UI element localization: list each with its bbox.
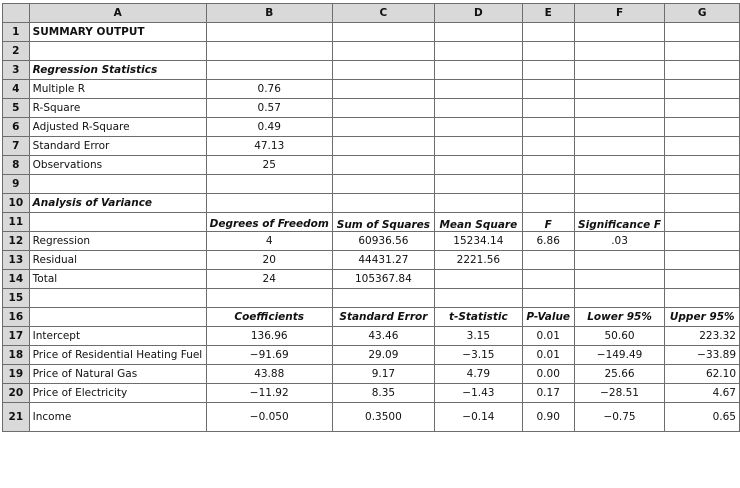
cell[interactable] [665, 270, 740, 289]
cell[interactable]: Analysis of Variance [29, 194, 206, 213]
cell[interactable] [434, 156, 522, 175]
cell[interactable]: 0.3500 [332, 403, 434, 432]
cell[interactable] [29, 308, 206, 327]
column-header-e[interactable]: E [522, 4, 574, 23]
cell[interactable]: −28.51 [574, 384, 665, 403]
cell[interactable]: 0.90 [522, 403, 574, 432]
cell[interactable]: 9.17 [332, 365, 434, 384]
row-header[interactable]: 18 [3, 346, 30, 365]
cell[interactable] [332, 61, 434, 80]
cell[interactable]: 25.66 [574, 365, 665, 384]
cell[interactable]: 20 [206, 251, 332, 270]
cell[interactable]: 50.60 [574, 327, 665, 346]
cell[interactable] [434, 194, 522, 213]
column-header-g[interactable]: G [665, 4, 740, 23]
sheet-row [3, 403, 740, 432]
cell[interactable] [574, 251, 665, 270]
cell[interactable]: Residual [29, 251, 206, 270]
row-header[interactable]: 4 [3, 80, 30, 99]
cell[interactable] [332, 289, 434, 308]
cell[interactable] [29, 289, 206, 308]
cell[interactable] [29, 42, 206, 61]
sheet-row [3, 308, 740, 327]
cell[interactable]: −0.050 [206, 403, 332, 432]
cell[interactable] [665, 232, 740, 251]
cell[interactable]: 25 [206, 156, 332, 175]
cell[interactable]: 136.96 [206, 327, 332, 346]
sheet-row [3, 99, 740, 118]
sheet-row [3, 384, 740, 403]
cell[interactable]: 0.76 [206, 80, 332, 99]
cell[interactable]: 2221.56 [434, 251, 522, 270]
cell[interactable] [332, 42, 434, 61]
cell[interactable] [206, 42, 332, 61]
cell[interactable] [434, 175, 522, 194]
cell[interactable] [665, 251, 740, 270]
cell[interactable] [332, 156, 434, 175]
cell[interactable]: 24 [206, 270, 332, 289]
sheet-row [3, 23, 740, 42]
sheet-row [3, 80, 740, 99]
cell[interactable] [522, 270, 574, 289]
cell[interactable] [522, 80, 574, 99]
row-header[interactable]: 6 [3, 118, 30, 137]
cell[interactable] [434, 80, 522, 99]
cell[interactable]: Coefficients [206, 308, 332, 327]
select-all-corner[interactable] [3, 4, 30, 23]
sheet-row [3, 194, 740, 213]
cell[interactable]: −91.69 [206, 346, 332, 365]
cell[interactable]: F [522, 213, 574, 232]
cell[interactable]: Upper 95% [665, 308, 740, 327]
cell[interactable]: −33.89 [665, 346, 740, 365]
cell[interactable] [29, 213, 206, 232]
cell[interactable] [29, 175, 206, 194]
sheet-row [3, 327, 740, 346]
cell[interactable]: −0.14 [434, 403, 522, 432]
column-header-d[interactable]: D [434, 4, 522, 23]
cell[interactable]: Intercept [29, 327, 206, 346]
row-header[interactable]: 10 [3, 194, 30, 213]
row-header[interactable]: 9 [3, 175, 30, 194]
cell[interactable] [522, 118, 574, 137]
cell[interactable] [434, 137, 522, 156]
cell[interactable]: 4.79 [434, 365, 522, 384]
cell[interactable] [665, 118, 740, 137]
cell[interactable] [574, 42, 665, 61]
cell[interactable] [332, 80, 434, 99]
cell[interactable] [665, 42, 740, 61]
row-header[interactable]: 1 [3, 23, 30, 42]
cell[interactable]: Degrees of Freedom [206, 213, 332, 232]
cell[interactable] [522, 42, 574, 61]
cell[interactable]: Significance F [574, 213, 665, 232]
row-header[interactable]: 11 [3, 213, 30, 232]
cell[interactable]: Total [29, 270, 206, 289]
row-header[interactable]: 20 [3, 384, 30, 403]
cell[interactable]: 0.17 [522, 384, 574, 403]
cell[interactable]: Multiple R [29, 80, 206, 99]
cell[interactable] [665, 61, 740, 80]
cell[interactable]: 0.49 [206, 118, 332, 137]
row-header[interactable]: 14 [3, 270, 30, 289]
cell[interactable] [522, 137, 574, 156]
cell[interactable]: −11.92 [206, 384, 332, 403]
column-header-a[interactable]: A [29, 4, 206, 23]
row-header[interactable]: 2 [3, 42, 30, 61]
row-header[interactable]: 7 [3, 137, 30, 156]
cell[interactable]: Price of Residential Heating Fuel [29, 346, 206, 365]
cell[interactable] [574, 175, 665, 194]
row-header[interactable]: 16 [3, 308, 30, 327]
cell[interactable]: Lower 95% [574, 308, 665, 327]
regression-output-sheet [2, 3, 740, 432]
cell[interactable] [522, 289, 574, 308]
cell[interactable]: 60936.56 [332, 232, 434, 251]
cell[interactable]: −1.43 [434, 384, 522, 403]
sheet-row [3, 346, 740, 365]
cell[interactable] [665, 156, 740, 175]
row-header[interactable]: 13 [3, 251, 30, 270]
cell[interactable] [522, 23, 574, 42]
cell[interactable] [665, 23, 740, 42]
cell[interactable]: SUMMARY OUTPUT [29, 23, 206, 42]
cell[interactable]: Standard Error [332, 308, 434, 327]
sheet-row [3, 175, 740, 194]
cell[interactable] [332, 99, 434, 118]
cell[interactable] [434, 118, 522, 137]
cell[interactable] [665, 80, 740, 99]
cell[interactable] [332, 175, 434, 194]
sheet-row [3, 251, 740, 270]
cell[interactable] [434, 42, 522, 61]
cell[interactable]: t-Statistic [434, 308, 522, 327]
row-header[interactable]: 8 [3, 156, 30, 175]
cell[interactable] [434, 289, 522, 308]
cell[interactable] [206, 175, 332, 194]
cell[interactable] [574, 270, 665, 289]
sheet-row [3, 289, 740, 308]
column-header-f[interactable]: F [574, 4, 665, 23]
cell[interactable]: Sum of Squares [332, 213, 434, 232]
cell[interactable] [574, 194, 665, 213]
row-header[interactable]: 15 [3, 289, 30, 308]
cell[interactable] [434, 23, 522, 42]
cell[interactable]: Regression [29, 232, 206, 251]
cell[interactable]: −0.75 [574, 403, 665, 432]
sheet-row [3, 270, 740, 289]
cell[interactable] [574, 118, 665, 137]
cell[interactable] [574, 156, 665, 175]
cell[interactable]: Price of Electricity [29, 384, 206, 403]
row-header[interactable]: 5 [3, 99, 30, 118]
cell[interactable]: 6.86 [522, 232, 574, 251]
cell[interactable] [434, 99, 522, 118]
row-header[interactable]: 19 [3, 365, 30, 384]
cell[interactable]: 15234.14 [434, 232, 522, 251]
cell[interactable] [574, 137, 665, 156]
cell[interactable]: 0.01 [522, 327, 574, 346]
cell[interactable]: 0.01 [522, 346, 574, 365]
cell[interactable] [332, 23, 434, 42]
cell[interactable]: Adjusted R-Square [29, 118, 206, 137]
cell[interactable] [434, 270, 522, 289]
cell[interactable]: 3.15 [434, 327, 522, 346]
cell[interactable] [332, 118, 434, 137]
cell[interactable]: −149.49 [574, 346, 665, 365]
column-header-row [3, 4, 740, 23]
cell[interactable]: Standard Error [29, 137, 206, 156]
row-header[interactable]: 21 [3, 403, 30, 432]
cell[interactable] [665, 194, 740, 213]
cell[interactable] [332, 194, 434, 213]
cell[interactable]: 62.10 [665, 365, 740, 384]
cell[interactable] [574, 99, 665, 118]
cell[interactable] [574, 289, 665, 308]
sheet-row [3, 156, 740, 175]
cell[interactable]: 29.09 [332, 346, 434, 365]
cell[interactable]: .03 [574, 232, 665, 251]
cell[interactable]: Mean Square [434, 213, 522, 232]
cell[interactable] [522, 194, 574, 213]
cell[interactable]: Observations [29, 156, 206, 175]
row-header[interactable]: 12 [3, 232, 30, 251]
cell[interactable] [206, 194, 332, 213]
cell[interactable]: P-Value [522, 308, 574, 327]
cell[interactable]: 105367.84 [332, 270, 434, 289]
sheet-row [3, 42, 740, 61]
sheet-row [3, 118, 740, 137]
row-header[interactable]: 3 [3, 61, 30, 80]
cell[interactable]: 44431.27 [332, 251, 434, 270]
sheet-row [3, 365, 740, 384]
sheet-row [3, 61, 740, 80]
cell[interactable]: R-Square [29, 99, 206, 118]
cell[interactable]: 0.00 [522, 365, 574, 384]
cell[interactable]: 223.32 [665, 327, 740, 346]
cell[interactable]: 0.57 [206, 99, 332, 118]
cell[interactable]: 4 [206, 232, 332, 251]
cell[interactable] [522, 61, 574, 80]
cell[interactable] [574, 23, 665, 42]
cell[interactable]: 0.65 [665, 403, 740, 432]
cell[interactable] [522, 156, 574, 175]
cell[interactable]: 47.13 [206, 137, 332, 156]
cell[interactable] [206, 289, 332, 308]
cell[interactable] [665, 289, 740, 308]
sheet-row [3, 213, 740, 232]
cell[interactable] [665, 137, 740, 156]
cell[interactable] [665, 213, 740, 232]
cell[interactable]: −3.15 [434, 346, 522, 365]
cell[interactable]: 4.67 [665, 384, 740, 403]
sheet-row [3, 137, 740, 156]
cell[interactable] [522, 251, 574, 270]
column-header-c[interactable]: C [332, 4, 434, 23]
cell[interactable]: Regression Statistics [29, 61, 206, 80]
column-header-b[interactable]: B [206, 4, 332, 23]
cell[interactable] [206, 61, 332, 80]
cell[interactable] [665, 175, 740, 194]
sheet-row [3, 232, 740, 251]
cell[interactable] [574, 61, 665, 80]
cell[interactable]: Price of Natural Gas [29, 365, 206, 384]
cell[interactable] [574, 80, 665, 99]
row-header[interactable]: 17 [3, 327, 30, 346]
cell[interactable] [434, 61, 522, 80]
cell[interactable] [206, 23, 332, 42]
cell[interactable]: Income [29, 403, 206, 432]
cell[interactable] [665, 99, 740, 118]
cell[interactable]: 8.35 [332, 384, 434, 403]
cell[interactable] [522, 99, 574, 118]
cell[interactable]: 43.46 [332, 327, 434, 346]
cell[interactable] [332, 137, 434, 156]
cell[interactable]: 43.88 [206, 365, 332, 384]
cell[interactable] [522, 175, 574, 194]
